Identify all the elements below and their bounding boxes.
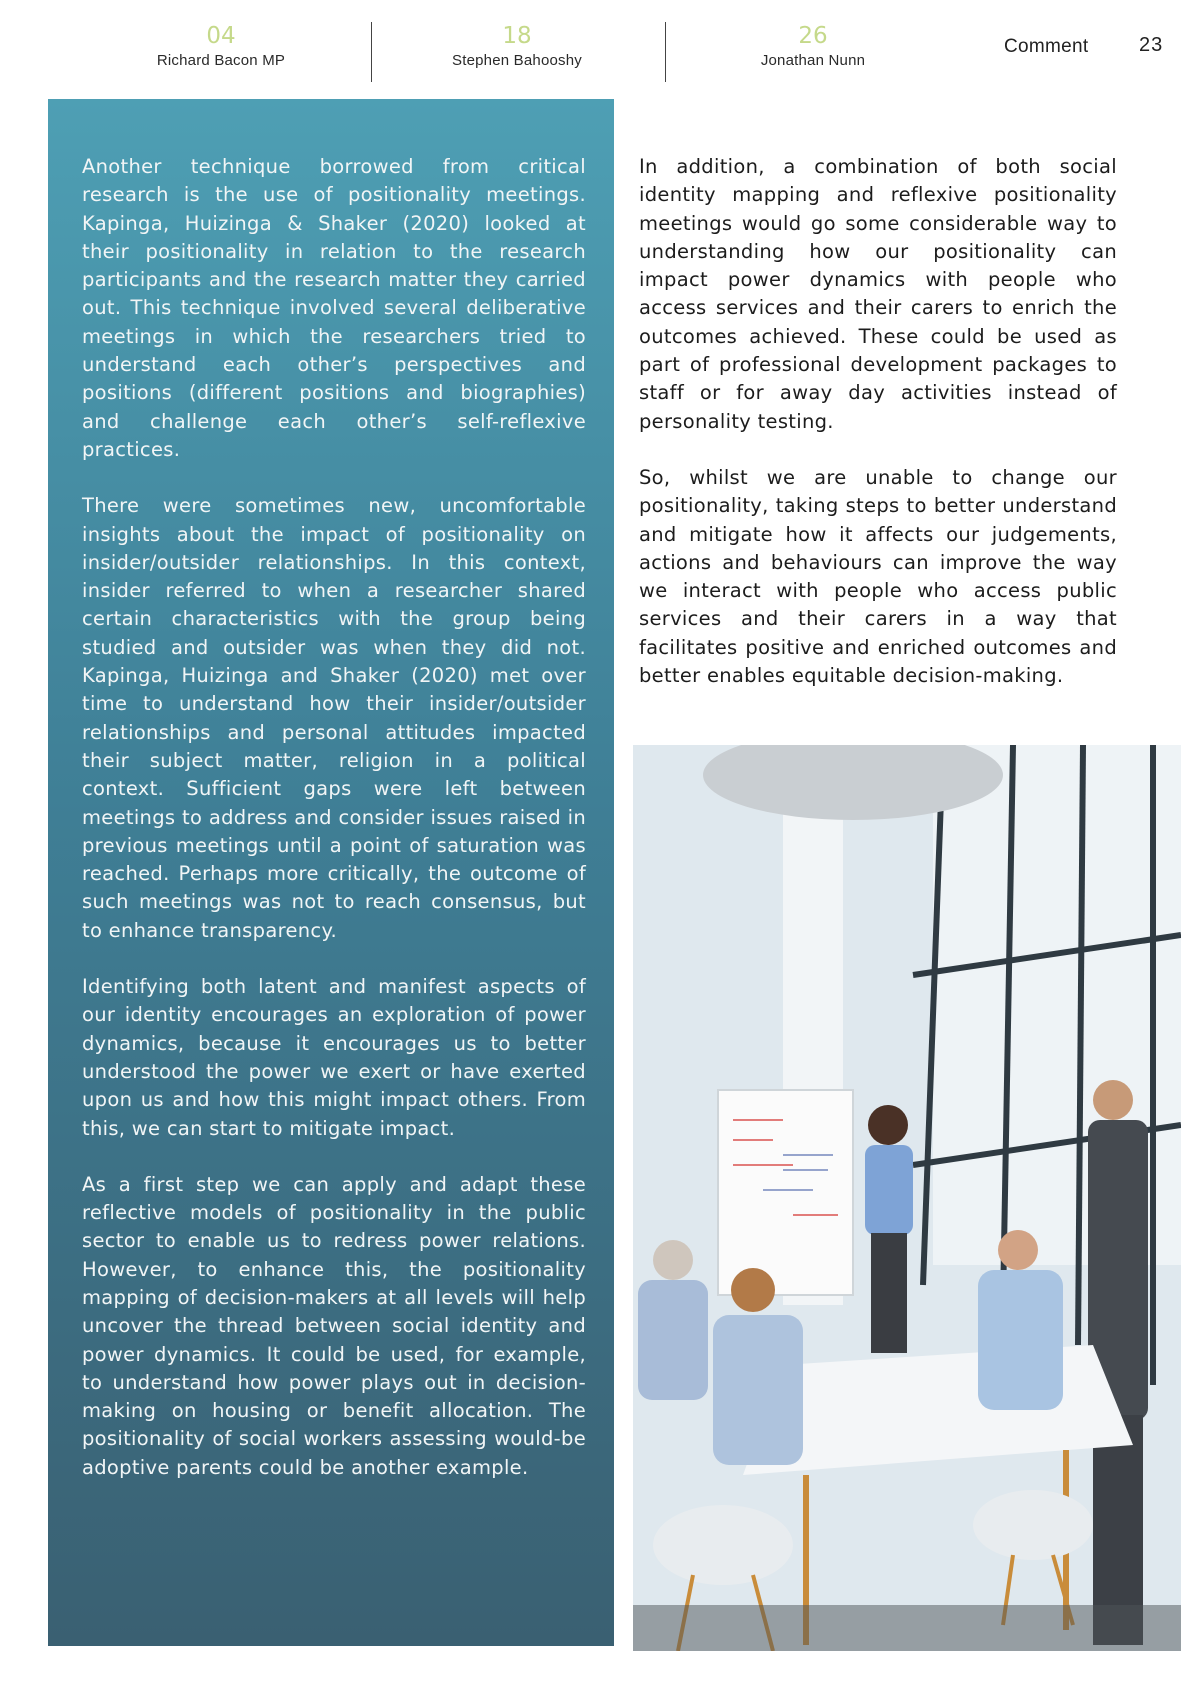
meeting-photo bbox=[633, 745, 1181, 1651]
panel-text bbox=[82, 153, 586, 1510]
body-text bbox=[639, 153, 1117, 718]
nav-page-number: 26 bbox=[798, 23, 828, 49]
nav-page-number: 04 bbox=[206, 23, 236, 49]
nav-page-number: 18 bbox=[502, 23, 532, 49]
body-paragraph: In addition, a combination of both social identity mapping and reflexive positionality meetings would go some considerable way to understanding how our positionality can impact power dynamics with people who access services and their carers to enrich the outcomes achieved. These could be used as part of professional development packages to staff or for away day activities instead of personality testing. bbox=[639, 155, 1117, 433]
nav-divider bbox=[665, 22, 666, 82]
panel-paragraph: Identifying both latent and manifest aspects of our identity encourages an exploration of power dynamics, because it encourages us to better understood the power we exert or have exerted upon us and how this might impact others. From this, we can start to mitigate impact. bbox=[82, 975, 586, 1140]
panel-paragraph: As a first step we can apply and adapt these reflective models of positionality in the public sector to enable us to redress power relations. However, to enhance this, the positionality mapping of decision-makers at all levels will help uncover the thread between social identity and power dynamics. It could be used, for example, to understand how power plays out in decision-making on housing or benefit allocation. The positionality of social workers assessing would-be adoptive parents could be another example. bbox=[82, 1172, 586, 1479]
nav-item-jonathan-nunn[interactable] bbox=[713, 22, 913, 82]
meeting-photo-illustration bbox=[633, 745, 1181, 1651]
nav-item-stephen-bahooshy[interactable] bbox=[417, 22, 617, 82]
nav-item-richard-bacon[interactable] bbox=[121, 22, 321, 82]
panel-paragraph: There were sometimes new, uncomfortable insights about the impact of positionality on insider/outsider relationships. In this context, insider referred to when a researcher shared certain characteristics with the group being studied and outsider was when they did not. Kapinga, Huizinga and Shaker (2020) met over time to understand how their insider/outsider relationships and personal attitudes impacted their subject matter, religion in a political context. Sufficient gaps were left between meetings to address and consider issues raised in previous meetings until a point of saturation was reached. Perhaps more critically, the outcome of such meetings was not to reach consensus, but to enhance transparency. bbox=[82, 494, 586, 942]
nav-author-name: Stephen Bahooshy bbox=[452, 52, 582, 69]
nav-divider bbox=[371, 22, 372, 82]
body-paragraph: So, whilst we are unable to change our positionality, taking steps to better understand and mitigate how it affects our judgements, actions and behaviours can improve the way we interact with people who access public services and their carers in a way that facilitates positive and enriched outcomes and better enables equitable decision-making. bbox=[639, 465, 1117, 688]
panel-paragraph: Another technique borrowed from critical research is the use of positionality meetings. Kapinga, Huizinga & Shaker (2020) looked at their positionality in relation to the research participants and the research matter they carried out. This technique involved several deliberative meetings in which the researchers tried to understand each other’s perspectives and positions (different positions and biographies) and challenge each other’s self-reflexive practices. bbox=[82, 155, 586, 461]
page-number: 23 bbox=[1139, 34, 1164, 56]
nav-author-name: Richard Bacon MP bbox=[156, 52, 286, 69]
section-label: Comment bbox=[1004, 36, 1089, 57]
nav-author-name: Jonathan Nunn bbox=[760, 52, 866, 69]
